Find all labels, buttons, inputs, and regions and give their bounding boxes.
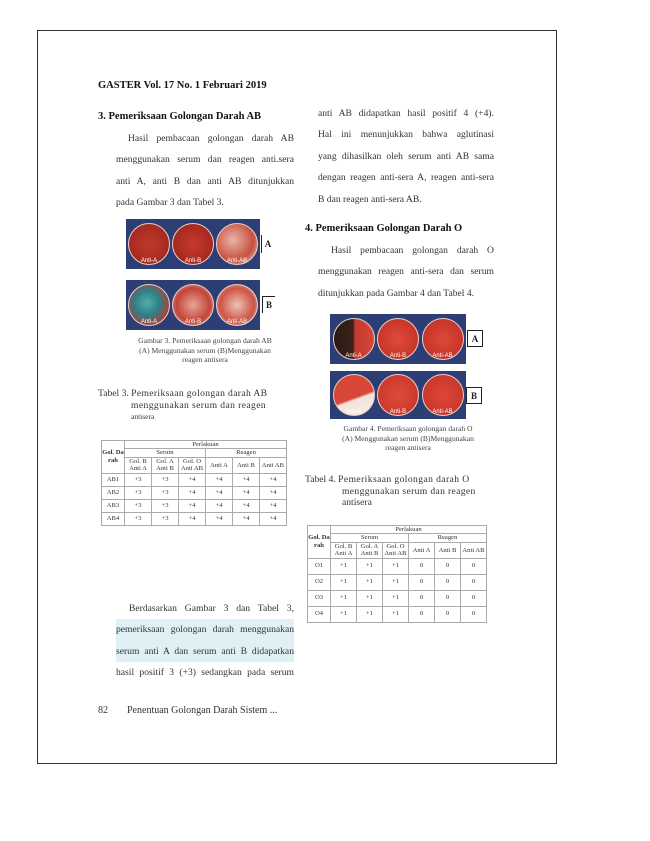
table-cell: +4: [260, 499, 287, 512]
para-line: serum anti A dan serum anti B didapatkan: [116, 641, 294, 662]
table-cell: +4: [233, 473, 260, 486]
table-row: [308, 574, 487, 590]
plate-anti-ab: [422, 318, 464, 360]
table-caption-line: menggunakan serum dan reagen: [131, 399, 267, 411]
column-header: Gol. B Anti A: [125, 457, 152, 473]
row-label: O4: [308, 606, 331, 622]
table-cell: +1: [383, 574, 409, 590]
table-cell: +3: [125, 486, 152, 499]
table-cell: 0: [435, 590, 461, 606]
table-cell: 0: [461, 558, 487, 574]
para-line: Hal ini menunjukkan bahwa aglutinasi: [318, 129, 494, 141]
column-header: Gol. O Anti AB: [179, 457, 206, 473]
table-caption-line: menggunakan serum dan reagen: [342, 485, 476, 497]
column-header: Anti A: [206, 457, 233, 473]
running-title: Penentuan Golongan Darah Sistem ...: [127, 705, 278, 716]
plate-anti-b: [377, 374, 419, 416]
para-line: menggunakan reagen anti-sera dan serum: [318, 266, 494, 278]
journal-header: GASTER Vol. 17 No. 1 Februari 2019: [98, 80, 267, 91]
row-header: Gol. Da rah: [308, 526, 331, 559]
column-header: Gol. O Anti AB: [384, 542, 407, 558]
figure-4-bracket-b: [466, 387, 482, 404]
figure-4-caption: [328, 424, 488, 453]
right-column-paragraph: [318, 103, 494, 210]
plate-label: Anti-AB: [432, 353, 453, 359]
table-cell: +1: [383, 606, 409, 622]
table-3-caption: [98, 388, 290, 423]
para-line: hasil positif 3 (+3) sedangkan pada serum: [116, 667, 294, 679]
table-cell: +4: [206, 486, 233, 499]
figure-4-photo-row-b: [330, 371, 466, 419]
table-caption-line: antisera: [342, 497, 372, 508]
plate-label: Anti-B: [389, 409, 407, 415]
para-line: dengan reagen anti-sera A, reagen anti-sera: [318, 172, 494, 184]
table-cell: +3: [125, 473, 152, 486]
table-cell: 0: [461, 574, 487, 590]
table-cell: +1: [357, 590, 383, 606]
plate-label: Anti-AB: [432, 409, 453, 415]
plate-anti-b: [172, 284, 214, 326]
table-cell: +4: [206, 473, 233, 486]
caption-line: reagen antisera: [385, 443, 431, 453]
column-header: Anti AB: [461, 542, 487, 558]
table-cell: +1: [383, 590, 409, 606]
table-cell: +1: [383, 558, 409, 574]
table-cell: 0: [409, 606, 435, 622]
serum-header: Serum: [331, 534, 409, 542]
table-cell: +4: [260, 512, 287, 525]
plate-anti-a: [128, 223, 170, 265]
table-cell: +4: [233, 486, 260, 499]
bracket-label: B: [265, 300, 272, 310]
bracket-label: A: [264, 239, 272, 249]
table-cell: +4: [206, 512, 233, 525]
plate-anti-ab: [422, 374, 464, 416]
figure-4-bracket-a: [467, 330, 483, 347]
row-label: AB1: [102, 473, 125, 486]
section-4-paragraph: [318, 240, 494, 304]
plate-anti-ab: [216, 223, 258, 265]
table-caption-line: Pemeriksaan golongan darah O: [338, 474, 470, 485]
table-cell: 0: [435, 574, 461, 590]
table-cell: +4: [233, 499, 260, 512]
bracket-label: A: [471, 333, 479, 344]
plate-anti-ab: [216, 284, 258, 326]
section-4-title: 4. Pemeriksaan Golongan Darah O: [305, 223, 463, 234]
table-cell: 0: [435, 558, 461, 574]
plate-anti-b: [172, 223, 214, 265]
column-header: Anti B: [435, 542, 461, 558]
column-header: Gol. B Anti A: [331, 542, 357, 558]
plate-label: Anti-B: [184, 258, 202, 264]
table-caption-line: Pemeriksaan golongan darah AB: [131, 388, 268, 399]
para-line: anti AB didapatkan hasil positif 4 (+4).: [318, 108, 494, 119]
column-header: Gol. A Anti B: [152, 457, 179, 473]
table-caption-line: antisera: [131, 412, 155, 421]
column-header: Anti B: [233, 457, 260, 473]
plate-label: Anti-A: [345, 353, 362, 359]
table-row: [308, 590, 487, 606]
table-cell: +1: [331, 606, 357, 622]
column-header: Anti A: [409, 542, 435, 558]
page-number: 82: [98, 705, 108, 716]
plate-label: Anti-B: [184, 319, 202, 325]
figure-3-caption: [126, 336, 284, 365]
group-header: Perlakuan: [125, 441, 287, 449]
table-cell: +1: [357, 574, 383, 590]
plate-label: Anti-AB: [226, 319, 248, 325]
table-4: [307, 525, 487, 623]
table-caption-prefix: Tabel 4.: [305, 474, 336, 485]
plate-anti-a: [333, 318, 375, 360]
table-cell: +1: [357, 606, 383, 622]
plate-label: Anti-B: [389, 353, 407, 359]
section-3-title: 3. Pemeriksaan Golongan Darah AB: [98, 111, 262, 122]
row-label: AB4: [102, 512, 125, 525]
table-4-caption: [305, 474, 495, 509]
table-row: [102, 512, 287, 525]
plate-label: Anti-A: [345, 409, 362, 415]
column-header: Anti AB: [260, 457, 287, 473]
para-line: Berdasarkan Gambar 3 dan Tabel 3,: [129, 603, 294, 614]
table-row: [308, 606, 487, 622]
para-line: Hasil pembacaan golongan darah O: [331, 245, 494, 256]
table-cell: +3: [125, 499, 152, 512]
para-line: Hasil pembacaan golongan darah AB: [128, 133, 294, 144]
section-3-conclusion: [116, 598, 294, 684]
table-cell: +1: [357, 558, 383, 574]
para-line: anti A, anti B dan anti AB ditunjukkan: [116, 175, 294, 187]
caption-line: Gambar 4. Pemeriksaan golongan darah O: [343, 424, 473, 433]
group-header: Perlakuan: [331, 526, 487, 534]
figure-3-photo-row-b: [126, 280, 260, 330]
para-line: B dan reagen anti-sera AB.: [318, 193, 422, 205]
column-header: Gol. A Anti B: [357, 542, 383, 558]
table-caption-prefix: Tabel 3.: [98, 388, 129, 399]
row-label: O3: [308, 590, 331, 606]
serum-header: Serum: [125, 449, 206, 457]
row-label: AB3: [102, 499, 125, 512]
table-cell: +1: [331, 574, 357, 590]
table-cell: +3: [152, 473, 179, 486]
para-line: pada Gambar 3 dan Tabel 3.: [116, 197, 224, 209]
table-cell: +4: [260, 473, 287, 486]
table-cell: 0: [409, 574, 435, 590]
reagen-header: Reagen: [409, 534, 487, 542]
table-row: [102, 473, 287, 486]
page-footer: [98, 705, 277, 716]
table-row: [308, 558, 487, 574]
table-cell: +1: [331, 590, 357, 606]
bracket-label: B: [470, 390, 477, 401]
table-3: [101, 440, 287, 526]
table-cell: +4: [233, 512, 260, 525]
table-cell: +4: [179, 512, 206, 525]
table-cell: +3: [152, 512, 179, 525]
section-3-paragraph: [116, 128, 294, 214]
row-header: Gol. Da rah: [102, 441, 125, 474]
row-label: O2: [308, 574, 331, 590]
plate-label: Anti-A: [140, 258, 158, 264]
caption-line: (A) Menggunakan serum (B)Menggunakan: [139, 345, 271, 355]
table-cell: 0: [409, 590, 435, 606]
table-row: [102, 499, 287, 512]
caption-line: reagen antisera: [182, 355, 228, 365]
table-cell: +1: [331, 558, 357, 574]
table-cell: 0: [409, 558, 435, 574]
plate-anti-a: [128, 284, 170, 326]
para-line: pemeriksaan golongan darah menggunakan: [116, 619, 294, 640]
para-line: menggunakan serum dan reagen anti.sera: [116, 154, 294, 166]
table-cell: 0: [461, 606, 487, 622]
figure-3-photo-row-a: [126, 219, 260, 269]
row-label: AB2: [102, 486, 125, 499]
table-cell: +4: [260, 486, 287, 499]
para-line: yang dihasilkan oleh serum anti AB sama: [318, 150, 494, 162]
table-cell: 0: [461, 590, 487, 606]
figure-3-bracket-b: [262, 296, 275, 313]
plate-anti-a: [333, 374, 375, 416]
table-cell: +4: [179, 486, 206, 499]
table-cell: 0: [435, 606, 461, 622]
plate-label: Anti-A: [140, 319, 158, 325]
table-row: [102, 486, 287, 499]
plate-anti-b: [377, 318, 419, 360]
figure-4-photo-row-a: [330, 314, 466, 364]
plate-label: Anti-AB: [226, 258, 248, 264]
table-cell: +4: [179, 473, 206, 486]
caption-line: Gambar 3. Pemeriksaan golongan darah AB: [138, 336, 272, 345]
row-label: O1: [308, 558, 331, 574]
caption-line: (A) Menggunakan serum (B)Menggunakan: [342, 433, 474, 443]
reagen-header: Reagen: [206, 449, 287, 457]
table-cell: +3: [152, 486, 179, 499]
table-cell: +3: [125, 512, 152, 525]
para-line: ditunjukkan pada Gambar 4 dan Tabel 4.: [318, 287, 475, 299]
table-cell: +4: [179, 499, 206, 512]
figure-3-bracket-a: [261, 235, 274, 253]
table-cell: +4: [206, 499, 233, 512]
table-cell: +3: [152, 499, 179, 512]
